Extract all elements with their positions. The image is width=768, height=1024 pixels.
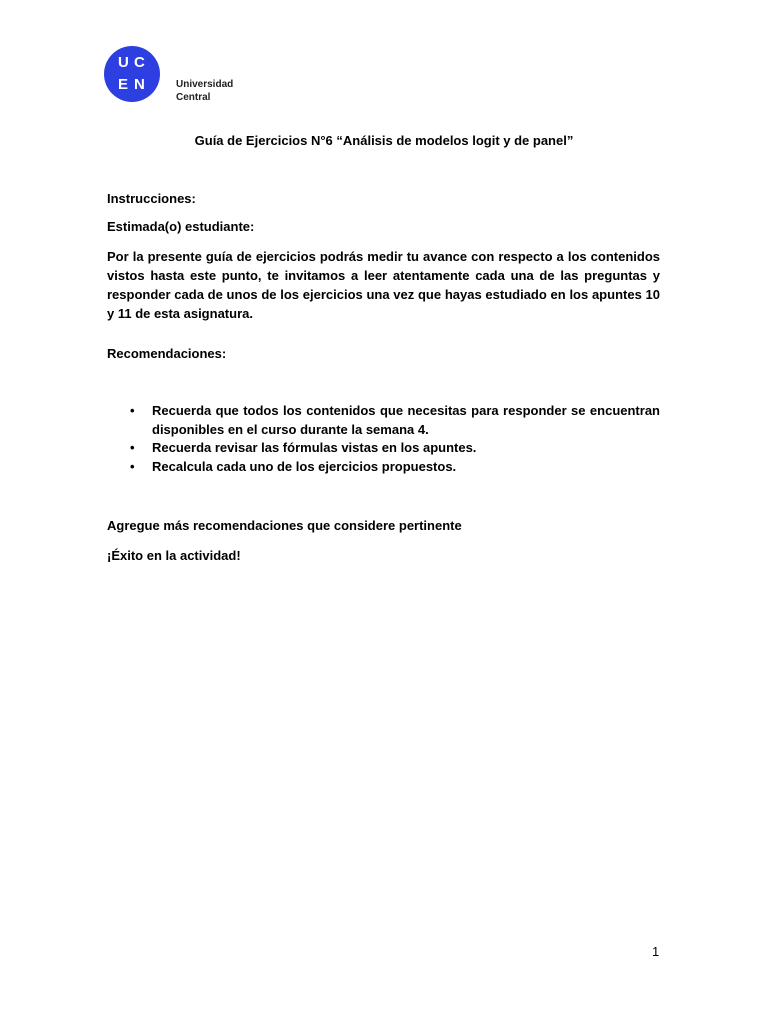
- document-title: Guía de Ejercicios N°6 “Análisis de modelos logit y de panel”: [194, 133, 574, 148]
- bullet-icon: •: [130, 403, 135, 418]
- list-item: [107, 439, 660, 458]
- bullet-icon: •: [130, 458, 135, 474]
- bullet-icon: •: [130, 440, 135, 455]
- logo-wordmark: [176, 78, 233, 104]
- list-item-text: Recuerda revisar las fórmulas vistas en los apuntes.: [152, 440, 477, 455]
- list-item: [107, 402, 660, 439]
- success-text: ¡Éxito en la actividad!: [107, 548, 241, 563]
- recommendations-heading: Recomendaciones:: [107, 346, 227, 361]
- logo-line-1: Universidad: [176, 79, 234, 90]
- svg-text:E: E: [118, 76, 129, 93]
- page-number: 1: [652, 944, 660, 959]
- instructions-heading: Instrucciones:: [107, 191, 196, 206]
- list-item-text: Recalcula cada uno de los ejercicios propuestos.: [152, 458, 457, 474]
- instructions-paragraph: Por la presente guía de ejercicios podrás medir tu avance con respecto a los contenidos vistos hasta este punto, te invitamos a leer atentamente cada una de las preguntas y responder cada de unos de los ejercicios una vez que hayas estudiado en los apuntes 10 y 11 de esta asignatura.: [107, 249, 660, 321]
- logo-line-2: Central: [176, 92, 211, 103]
- university-logo: [104, 45, 236, 103]
- svg-text:U: U: [118, 54, 129, 71]
- list-item-text: Recuerda que todos los contenidos que necesitas para responder se encuentran disponibles en el curso durante la semana 4.: [152, 403, 660, 437]
- svg-text:N: N: [134, 76, 145, 93]
- ucen-logo-icon: [104, 45, 176, 103]
- extra-recommendations-text: Agregue más recomendaciones que considere pertinente: [107, 518, 462, 533]
- recommendations-list: [107, 402, 660, 476]
- svg-text:C: C: [134, 54, 145, 71]
- list-item: [107, 458, 660, 477]
- greeting-text: Estimada(o) estudiante:: [107, 219, 255, 234]
